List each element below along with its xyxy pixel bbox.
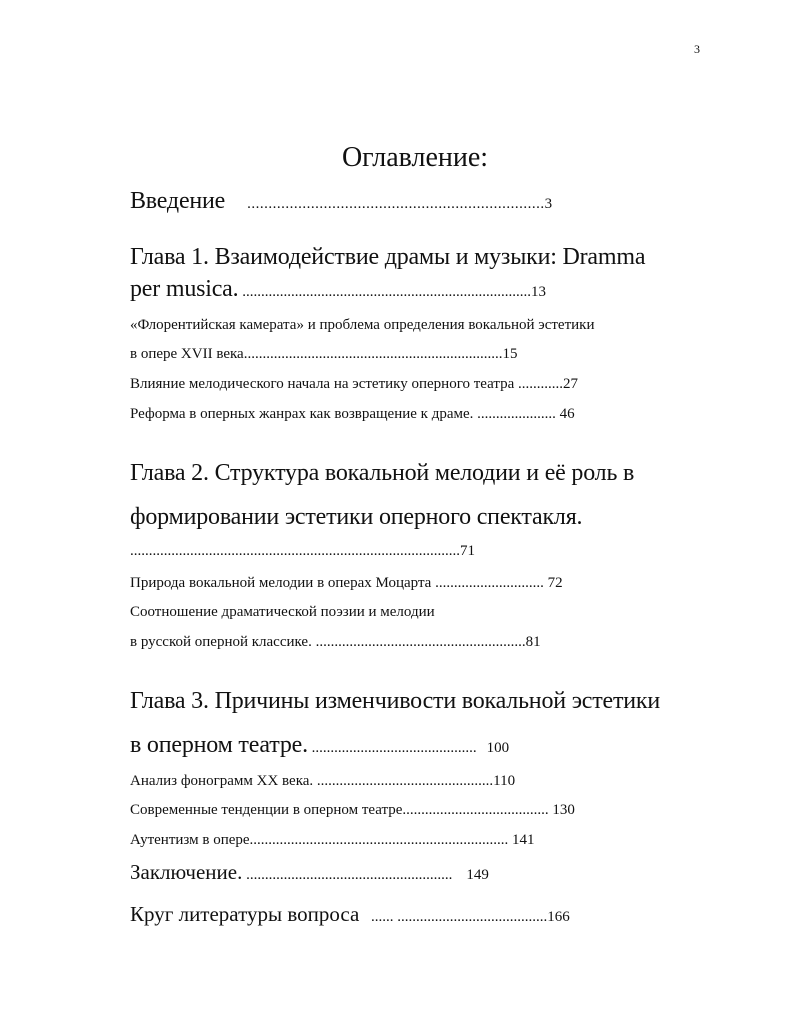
toc-section-1-1-line2[interactable]: в опере XVII века.....................................................................15 xyxy=(130,346,518,362)
toc-section-3-3[interactable]: Аутентизм в опере..................................................................... 141 xyxy=(130,832,535,848)
chapter-3-leader: ............................................ xyxy=(307,740,477,756)
literature-title: Круг литературы вопроса xyxy=(130,902,360,926)
toc-section-2-2-line2[interactable]: в русской оперной классике. ........................................................81 xyxy=(130,634,541,650)
conclusion-title: Заключение. xyxy=(130,860,243,884)
intro-title: Введение xyxy=(130,188,226,214)
page-number: 3 xyxy=(694,42,700,56)
toc-chapter-1-line1[interactable]: Глава 1. Взаимодействие драмы и музыки: Dramma xyxy=(130,244,646,270)
toc-section-2-2-line1[interactable]: Соотношение драматической поэзии и мелодии xyxy=(130,604,435,620)
toc-chapter-1-line2[interactable] xyxy=(130,276,546,303)
toc-section-2-1[interactable]: Природа вокальной мелодии в операх Моцарта ............................. 72 xyxy=(130,575,563,591)
toc-section-1-3[interactable]: Реформа в оперных жанрах как возвращение к драме. ..................... 46 xyxy=(130,406,575,422)
intro-page: 3 xyxy=(544,196,553,212)
toc-section-3-1[interactable]: Анализ фонограмм XX века. ...............................................110 xyxy=(130,773,516,789)
toc-section-3-2[interactable]: Современные тенденции в оперном театре....................................... 130 xyxy=(130,802,575,818)
intro-leader: ...................................................................... xyxy=(247,196,545,212)
chapter-1-title-end: per musica. xyxy=(130,276,239,302)
toc-chapter-2-line2[interactable]: формировании эстетики оперного спектакля. xyxy=(130,504,583,530)
toc-chapter-3-line2[interactable] xyxy=(130,732,509,759)
toc-entry-intro[interactable] xyxy=(130,188,552,215)
toc-entry-conclusion[interactable] xyxy=(130,860,489,885)
toc-section-1-2[interactable]: Влияние мелодического начала на эстетику оперного театра ............27 xyxy=(130,376,579,392)
toc-title: Оглавление: xyxy=(341,142,489,173)
toc-chapter-2-leader: ........................................................................................71 xyxy=(130,543,475,559)
chapter-3-title-end: в оперном театре. xyxy=(130,732,308,758)
chapter-1-page: 13 xyxy=(530,284,546,300)
conclusion-leader: ....................................................... xyxy=(242,867,453,883)
toc-chapter-2-line1[interactable]: Глава 2. Структура вокальной мелодии и её роль в xyxy=(130,460,635,486)
conclusion-page: 149 xyxy=(466,867,489,883)
chapter-1-leader: ............................................................................. xyxy=(238,284,531,300)
toc-chapter-3-line1[interactable]: Глава 3. Причины изменчивости вокальной эстетики xyxy=(130,688,661,714)
toc-section-1-1-line1[interactable]: «Флорентийская камерата» и проблема определения вокальной эстетики xyxy=(130,317,595,333)
toc-entry-literature[interactable] xyxy=(130,902,570,927)
chapter-3-page: 100 xyxy=(486,740,510,756)
literature-page: 166 xyxy=(547,909,570,925)
literature-leader: ...... ........................................ xyxy=(367,909,548,925)
